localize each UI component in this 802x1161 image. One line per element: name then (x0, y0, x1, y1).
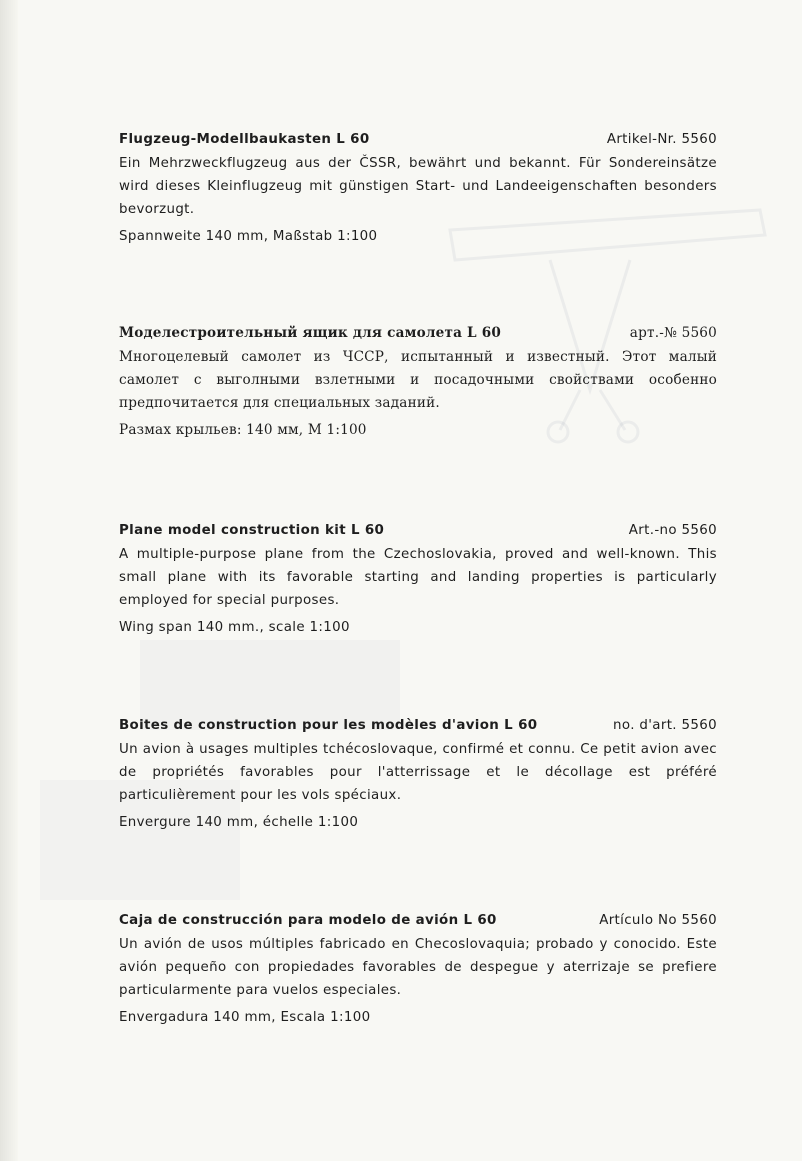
entry-spec: Spannweite 140 mm, Maßstab 1:100 (119, 229, 378, 244)
entry-spec: Envergure 140 mm, échelle 1:100 (119, 815, 359, 830)
entry-russian (119, 322, 717, 442)
entry-title: Flugzeug-Modellbaukasten L 60 (119, 132, 370, 147)
entry-spec: Размах крыльев: 140 мм, М 1:100 (119, 422, 367, 438)
entry-description: Многоцелевый самолет из ЧССР, испытанный и известный. Этот малый самолет с выголными взлетными и посадочными свойствами особенно предпочитается для специальных заданий. (119, 349, 717, 411)
article-number: Artikel-Nr. 5560 (606, 132, 717, 147)
entry-french (119, 714, 717, 834)
entry-title: Caja de construcción para modelo de avión L 60 (119, 913, 497, 928)
entry-description: A multiple-purpose plane from the Czechoslovakia, proved and well-known. This small plane with its favorable starting and landing properties is particularly employed for special purposes. (119, 547, 717, 608)
entry-spec: Wing span 140 mm., scale 1:100 (119, 620, 350, 635)
entry-spec: Envergadura 140 mm, Escala 1:100 (119, 1010, 371, 1025)
entry-header (119, 909, 717, 932)
entry-header (119, 519, 717, 542)
entry-description: Un avion à usages multiples tchécoslovaque, confirmé et connu. Ce petit avion avec de propriétés favorables pour l'atterrissage et le décollage est préféré particulièrement pour les vols spéciaux. (119, 742, 717, 803)
entry-spanish (119, 909, 717, 1029)
entry-description: Un avión de usos múltiples fabricado en Checoslovaquia; probado y conocido. Este avión pequeño con propiedades favorables de despegue y aterrizaje se prefiere particularmente para vuelos especiales. (119, 937, 717, 998)
article-number: арт.-№ 5560 (629, 325, 717, 341)
page-edge-shadow (0, 0, 18, 1161)
entry-title: Plane model construction kit L 60 (119, 523, 385, 538)
entry-description: Ein Mehrzweckflugzeug aus der ČSSR, bewährt und bekannt. Für Sondereinsätze wird dieses Kleinflugzeug mit günstigen Start- und Landeeigenschaften besonders bevorzugt. (119, 156, 717, 217)
entry-title: Моделестроительный ящик для самолета L 60 (119, 325, 502, 341)
article-number: Artículo No 5560 (599, 913, 717, 928)
article-number: Art.-no 5560 (628, 523, 717, 538)
entry-german (119, 128, 717, 248)
entry-title: Boites de construction pour les modèles d'avion L 60 (119, 718, 538, 733)
article-number: no. d'art. 5560 (613, 718, 717, 733)
entry-english (119, 519, 717, 639)
entry-header (119, 714, 717, 737)
entry-header (119, 128, 717, 151)
entry-header (119, 322, 717, 345)
